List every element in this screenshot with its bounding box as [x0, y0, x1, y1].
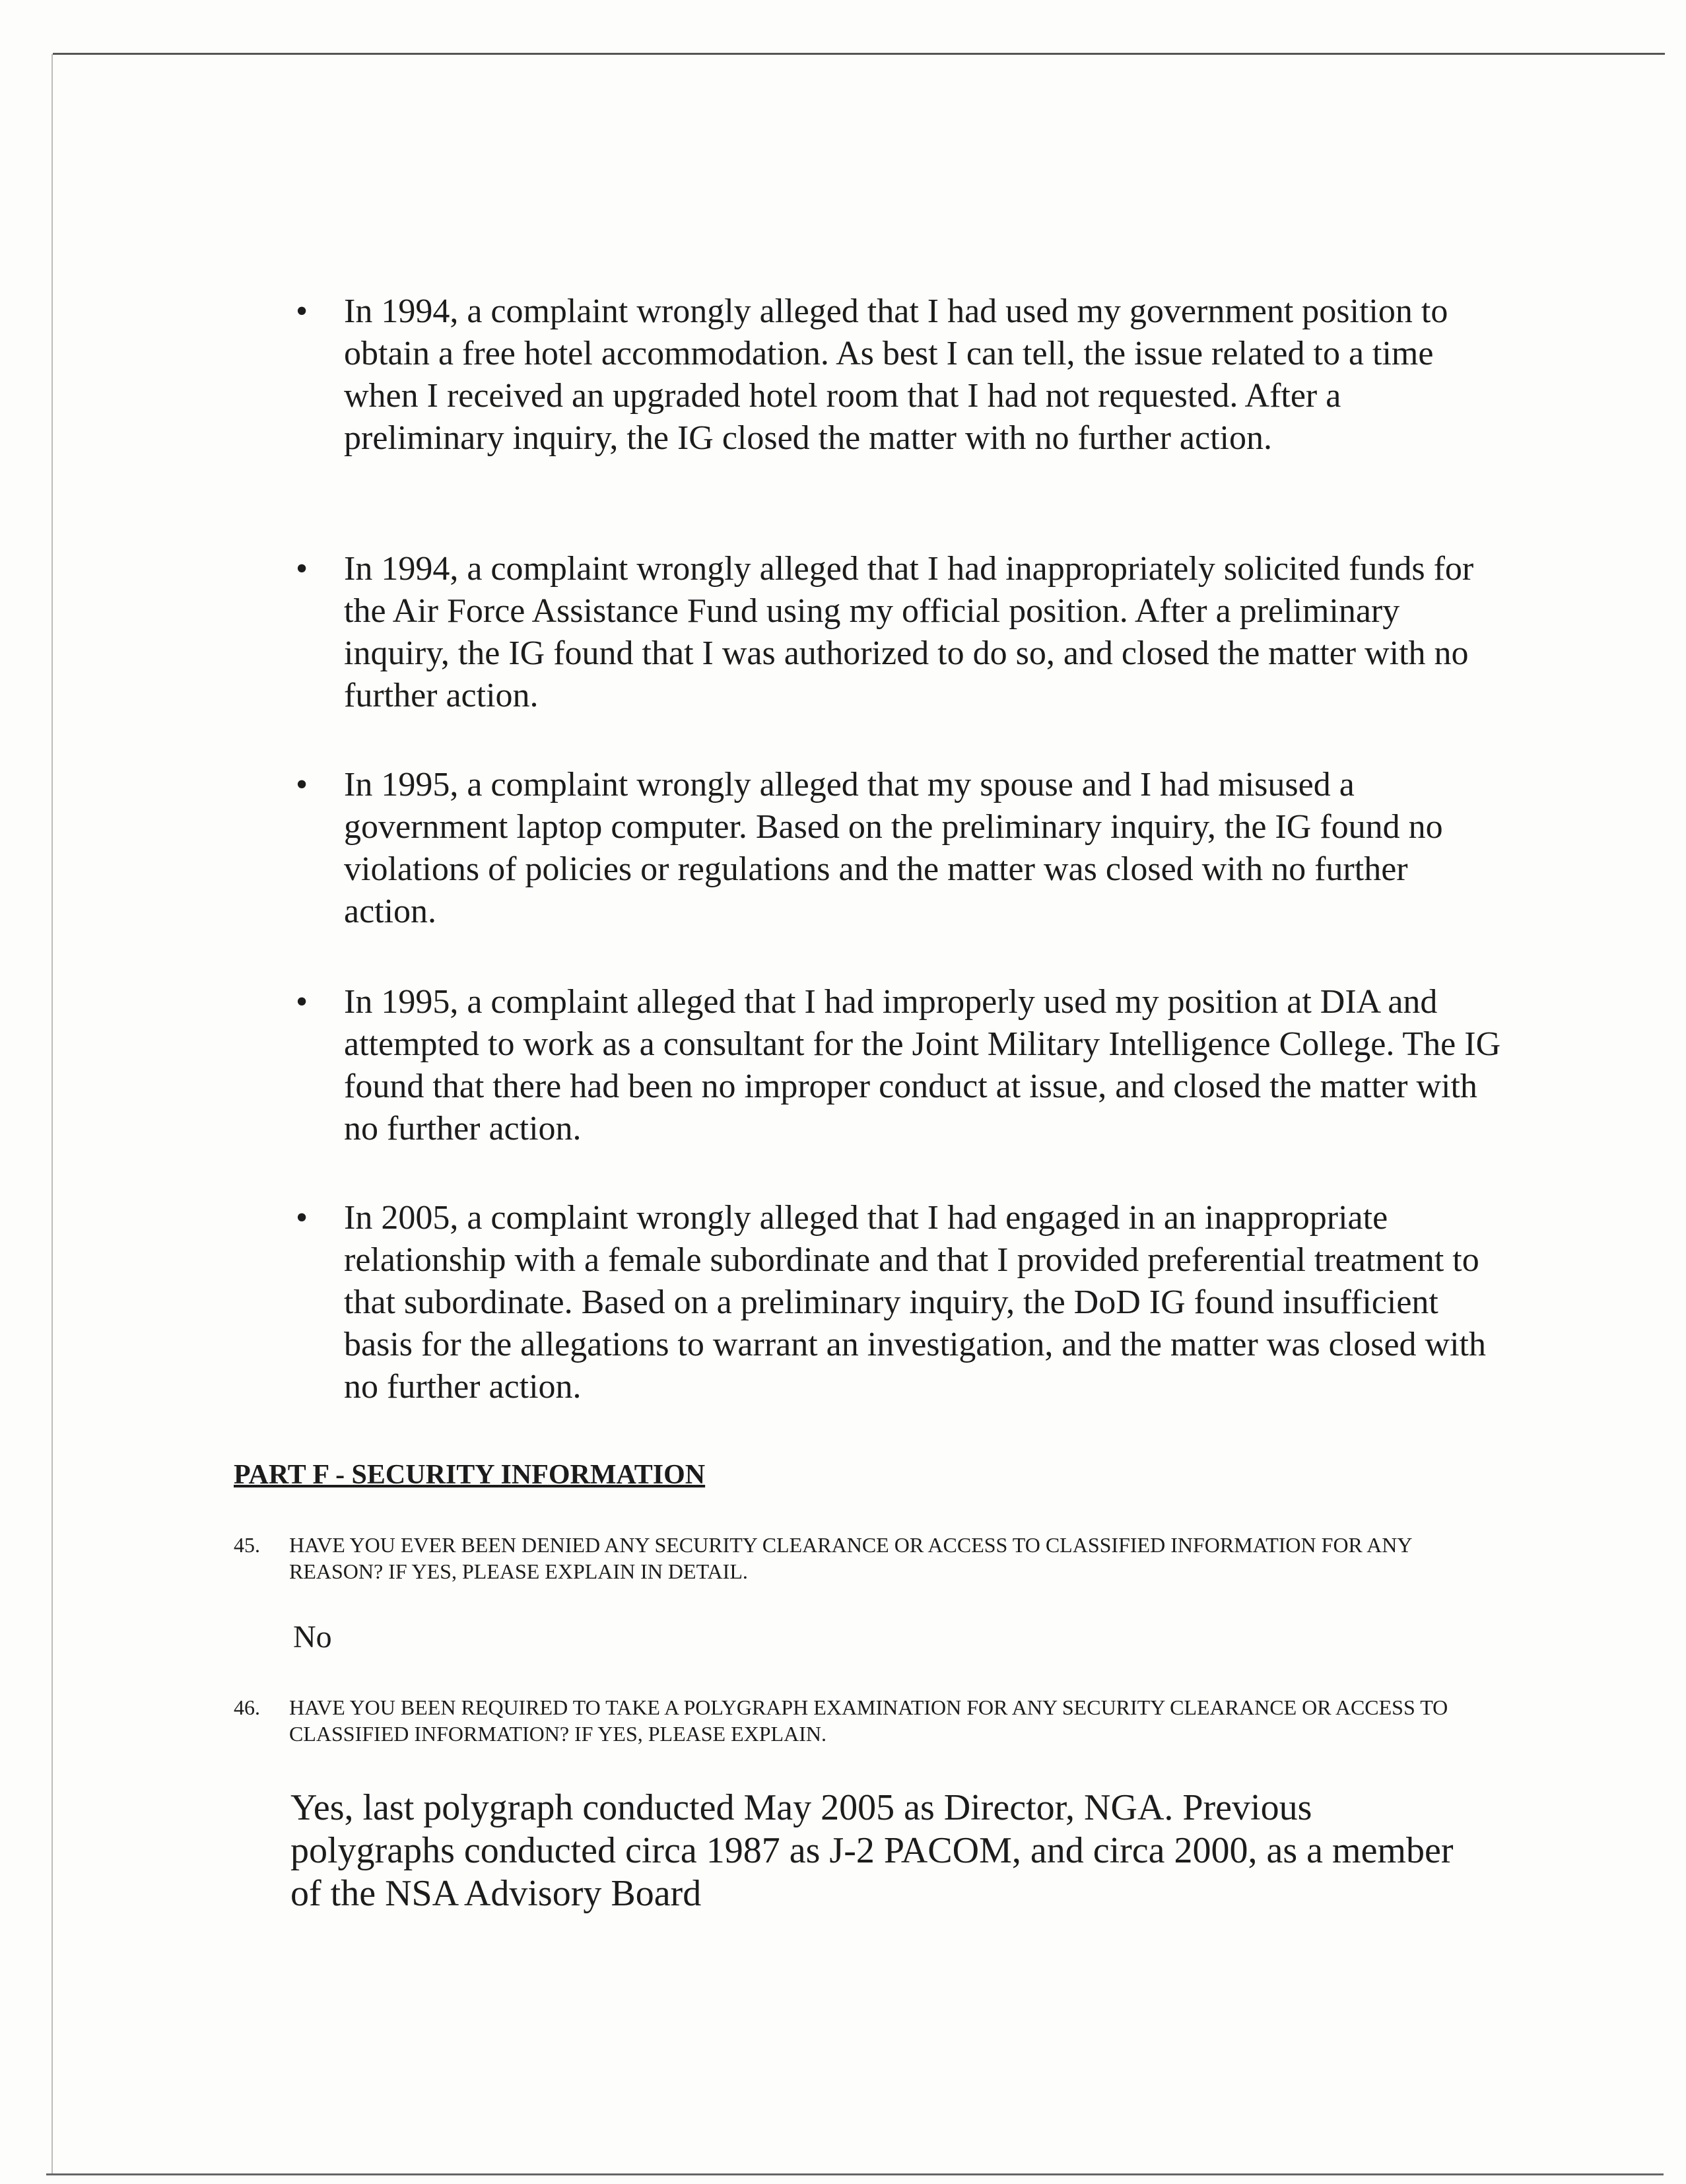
bullet-icon: • [296, 292, 308, 330]
bullet-icon: • [296, 983, 308, 1021]
list-item-text: In 1994, a complaint wrongly alleged that I had used my government position to obtain a free hotel accommodation. As best I can tell, the issue related to a time when I received an upgraded hotel room that I had not requested. After a preliminary inquiry, the IG closed the matter with no further action. [344, 292, 1448, 457]
bottom-border-line [46, 2173, 1664, 2175]
list-item-text: In 1995, a complaint alleged that I had improperly used my position at DIA and attempted to work as a consultant for the Joint Military Intelligence College. The IG found that there had been no improper conduct at issue, and closed the matter with no further action. [344, 983, 1501, 1147]
question-text: HAVE YOU BEEN REQUIRED TO TAKE A POLYGRAPH EXAMINATION FOR ANY SECURITY CLEARANCE OR ACCESS TO CLASSIFIED INFORMATION? IF YES, PLEASE EXPLAIN. [289, 1695, 1448, 1746]
list-item-text: In 1994, a complaint wrongly alleged that I had inappropriately solicited funds for the Air Force Assistance Fund using my official position. After a preliminary inquiry, the IG found that I was authorized to do so, and closed the matter with no further action. [344, 550, 1474, 714]
bullet-icon: • [296, 550, 308, 588]
question-text: HAVE YOU EVER BEEN DENIED ANY SECURITY CLEARANCE OR ACCESS TO CLASSIFIED INFORMATION FOR ANY REASON? IF YES, PLEASE EXPLAIN IN DETAIL. [289, 1533, 1412, 1583]
answer-45: No [293, 1620, 332, 1655]
left-border-line [51, 54, 53, 2173]
top-border-line [53, 53, 1665, 55]
list-item-text: In 2005, a complaint wrongly alleged that I had engaged in an inappropriate relationship with a female subordinate and that I provided preferential treatment to that subordinate. Based on a preliminary inquiry, the DoD IG found insufficient basis for the allegations to warrant an investigation, and the matter was closed with no further action. [344, 1199, 1486, 1406]
question-number: 45. [234, 1533, 260, 1557]
section-heading: PART F - SECURITY INFORMATION [234, 1460, 706, 1490]
bullet-icon: • [296, 1199, 308, 1237]
question-number: 46. [234, 1695, 260, 1719]
answer-46: Yes, last polygraph conducted May 2005 as Director, NGA. Previous polygraphs conducted circa 1987 as J-2 PACOM, and circa 2000, as a member of the NSA Advisory Board [290, 1787, 1454, 1914]
bullet-icon: • [296, 766, 308, 803]
list-item-text: In 1995, a complaint wrongly alleged that my spouse and I had misused a government laptop computer. Based on the preliminary inquiry, the IG found no violations of policies or regulations and the matter was closed with no further action. [344, 766, 1443, 930]
